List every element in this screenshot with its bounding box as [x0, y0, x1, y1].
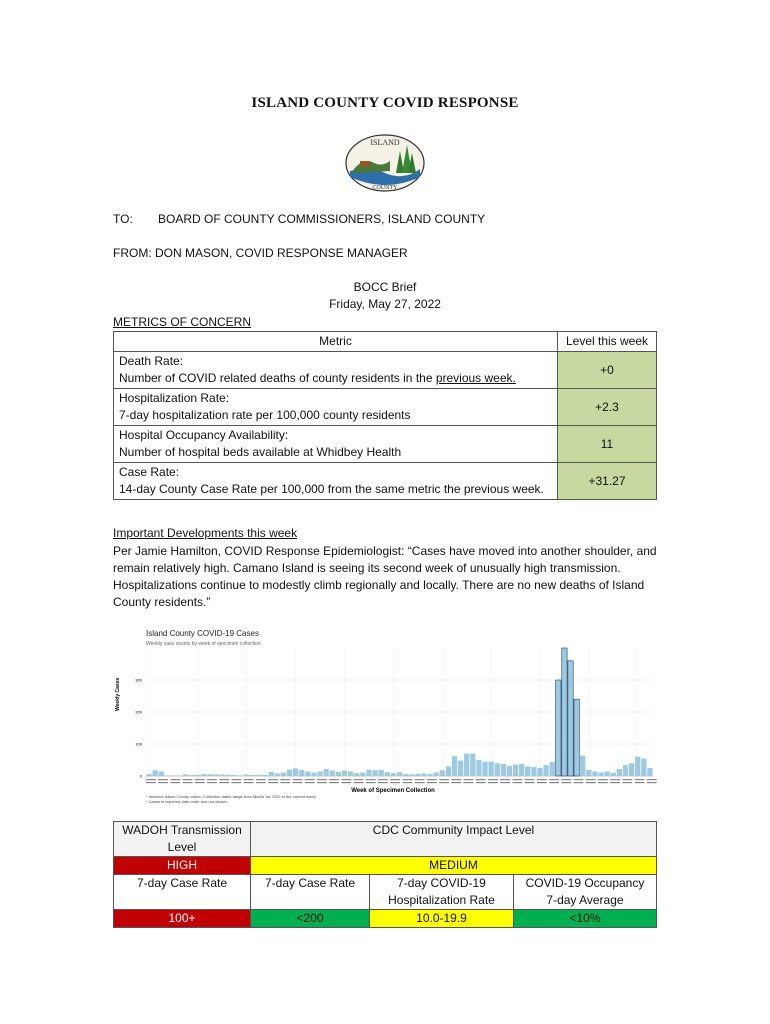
metric-description: 14-day County Case Rate per 100,000 from the same metric the previous week. [119, 482, 544, 496]
chart-bar [580, 756, 585, 776]
x-tick-label [219, 779, 229, 780]
x-tick-label [293, 782, 303, 783]
chart-bar [226, 775, 231, 776]
x-tick-label [293, 779, 303, 780]
metric-cell [114, 463, 558, 500]
x-tick-label [232, 782, 242, 783]
x-tick-label [439, 782, 449, 783]
impact-metric-row [114, 875, 657, 910]
chart-bar [379, 770, 384, 776]
chart-bar [214, 774, 219, 776]
chart-bar [629, 763, 634, 776]
table-row [114, 463, 657, 500]
chart-footnote-1: * Includes Island County cases. Collection dates range from March 1st 2020 to the current week. [146, 794, 317, 799]
table-row [114, 426, 657, 463]
chart-bar [482, 762, 487, 776]
chart-bar [433, 772, 438, 776]
y-tick-label: 200 [135, 709, 142, 715]
chart-bar [262, 775, 267, 776]
x-tick-label [390, 779, 400, 780]
x-tick-label [561, 782, 571, 783]
x-tick-label [403, 782, 413, 783]
chart-bar [415, 774, 420, 776]
chart-bar [464, 754, 469, 776]
metrics-heading: METRICS OF CONCERN [113, 315, 251, 329]
logo-top-text: ISLAND [370, 138, 400, 147]
developments-heading: Important Developments this week [113, 526, 298, 540]
chart-bar [275, 773, 280, 776]
x-tick-label [183, 782, 193, 783]
y-tick-label: 0 [139, 773, 142, 779]
level-value: +31.27 [558, 463, 657, 500]
x-tick-label [378, 782, 388, 783]
x-tick-label [525, 782, 535, 783]
x-tick-label [256, 779, 266, 780]
cdc-level: MEDIUM [251, 857, 657, 875]
x-tick-label [476, 782, 486, 783]
chart-xlabel: Week of Specimen Collection [351, 788, 435, 794]
x-tick-label [610, 779, 620, 780]
chart-bar [317, 772, 322, 776]
x-tick-label [305, 782, 315, 783]
wadoh-value: 100+ [114, 910, 251, 928]
x-tick-label [354, 779, 364, 780]
x-tick-label [598, 782, 608, 783]
x-tick-label [366, 782, 376, 783]
chart-bar [525, 766, 530, 776]
chart-bar [495, 763, 500, 776]
x-tick-label [366, 779, 376, 780]
x-tick-label [280, 779, 290, 780]
x-tick-label [574, 782, 584, 783]
metric-name: Hospital Occupancy Availability: [119, 428, 289, 442]
chart-bar [568, 661, 573, 776]
chart-bar [305, 772, 310, 776]
chart-bar [324, 769, 329, 776]
chart-bar [385, 772, 390, 776]
x-tick-label [207, 782, 217, 783]
x-tick-label [427, 779, 437, 780]
x-tick-label [525, 779, 535, 780]
y-tick-label: 300 [135, 677, 142, 683]
chart-bar [488, 762, 493, 776]
chart-bar [311, 772, 316, 776]
chart-bar [348, 772, 353, 776]
brief-title: BOCC Brief [353, 280, 417, 294]
island-county-logo [344, 133, 426, 193]
chart-bar [592, 772, 597, 776]
level-value: 11 [558, 426, 657, 463]
impact-header-row [114, 822, 657, 857]
impact-value-row [114, 910, 657, 928]
chart-bar [330, 771, 335, 776]
metric-description: 7-day hospitalization rate per 100,000 county residents [119, 408, 411, 422]
x-tick-label [574, 779, 584, 780]
developments-body: Per Jamie Hamilton, COVID Response Epidemiologist: “Cases have moved into another shoulder, and remain relatively high. Camano Island is seeing its second week of unusually high transmission. Hospitalizations continue to modestly climb regionally and locally. There are no new deaths of Island County residents.” [113, 544, 657, 609]
chart-bar [336, 772, 341, 776]
x-tick-label [598, 779, 608, 780]
metric-description: Number of hospital beds available at Whidbey Health [119, 445, 402, 459]
chart-bar [513, 764, 518, 776]
chart-bar [617, 769, 622, 776]
chart-bar [293, 768, 298, 776]
chart-bar [232, 775, 237, 776]
x-tick-label [256, 782, 266, 783]
chart-bar [562, 648, 567, 776]
x-tick-label [317, 779, 327, 780]
x-tick-label [232, 779, 242, 780]
chart-bar [470, 754, 475, 776]
impact-level-row [114, 857, 657, 875]
chart-bar [207, 774, 212, 776]
level-value: +2.3 [558, 389, 657, 426]
x-tick-label [341, 782, 351, 783]
chart-bar [165, 775, 170, 776]
metric-description: Number of COVID related deaths of county residents in the previous week. [119, 371, 516, 385]
chart-bar [427, 774, 432, 776]
wadoh-level: HIGH [114, 857, 251, 875]
chart-bar [281, 772, 286, 776]
chart-bar [366, 770, 371, 776]
x-tick-label [244, 779, 254, 780]
chart-bar [550, 762, 555, 776]
x-tick-label [537, 782, 547, 783]
chart-bar [146, 774, 151, 776]
chart-bar [409, 774, 414, 776]
x-tick-label [268, 782, 278, 783]
chart-footnote-2: * Cases in reported date order and not shown [146, 799, 227, 804]
chart-bar [342, 771, 347, 776]
x-tick-label [219, 782, 229, 783]
x-tick-label [158, 782, 168, 783]
x-tick-label [451, 782, 461, 783]
x-tick-label [305, 779, 315, 780]
chart-bar [421, 773, 426, 776]
x-tick-label [622, 782, 632, 783]
x-tick-label [317, 782, 327, 783]
table-row [114, 352, 657, 389]
chart-bar [440, 770, 445, 776]
x-tick-label [537, 779, 547, 780]
chart-bar [446, 766, 451, 776]
x-tick-label [635, 782, 645, 783]
chart-bar [360, 772, 365, 776]
x-tick-label [622, 779, 632, 780]
cdc-header: CDC Community Impact Level [251, 822, 657, 857]
x-tick-label [195, 782, 205, 783]
brief-date: Friday, May 27, 2022 [329, 297, 441, 311]
x-tick-label [170, 779, 180, 780]
chart-bar [287, 770, 292, 776]
x-tick-label [329, 782, 339, 783]
y-tick-label: 100 [135, 741, 142, 747]
cdc-case-value: <200 [251, 910, 370, 928]
x-tick-label [464, 779, 474, 780]
cdc-occupancy-metric: COVID-19 Occupancy 7-day Average [514, 875, 657, 910]
chart-bar [269, 772, 274, 776]
chart-bar [647, 768, 652, 776]
chart-bar [244, 774, 249, 776]
chart-bar [507, 766, 512, 776]
chart-bar [299, 770, 304, 776]
x-tick-label [439, 779, 449, 780]
metric-column-header: Metric [114, 332, 558, 352]
wadoh-metric: 7-day Case Rate [114, 875, 251, 910]
chart-bar [372, 770, 377, 776]
chart-bar [391, 773, 396, 776]
chart-bar [556, 680, 561, 776]
cdc-occupancy-value: <10% [514, 910, 657, 928]
metric-cell [114, 426, 558, 463]
x-tick-label [244, 782, 254, 783]
metric-name: Case Rate: [119, 465, 180, 479]
chart-bar [598, 772, 603, 776]
cdc-hosp-value: 10.0-19.9 [370, 910, 514, 928]
x-tick-label [354, 782, 364, 783]
x-tick-label [513, 782, 523, 783]
x-tick-label [647, 779, 657, 780]
x-tick-label [500, 779, 510, 780]
chart-bar [519, 764, 524, 776]
metric-name: Death Rate: [119, 354, 184, 368]
cases-chart [113, 626, 658, 806]
chart-bar [611, 773, 616, 776]
metric-cell [114, 352, 558, 389]
chart-bar [195, 775, 200, 776]
to-value: BOARD OF COUNTY COMMISSIONERS, ISLAND COUNTY [158, 212, 486, 226]
chart-bar [501, 764, 506, 776]
x-tick-label [513, 779, 523, 780]
x-tick-label [635, 779, 645, 780]
metric-cell [114, 389, 558, 426]
x-tick-label [207, 779, 217, 780]
chart-bar [403, 774, 408, 776]
x-tick-label [378, 779, 388, 780]
x-tick-label [415, 779, 425, 780]
chart-bar [238, 775, 243, 776]
x-tick-label [170, 782, 180, 783]
level-value: +0 [558, 352, 657, 389]
chart-bar [201, 774, 206, 776]
chart-bar [159, 772, 164, 776]
metrics-table [113, 331, 657, 500]
chart-bar [250, 775, 255, 776]
x-tick-label [280, 782, 290, 783]
x-tick-label [427, 782, 437, 783]
x-tick-label [341, 779, 351, 780]
x-tick-label [549, 782, 559, 783]
x-tick-label [647, 782, 657, 783]
page-title: ISLAND COUNTY COVID RESPONSE [251, 95, 519, 111]
chart-title: Island County COVID-19 Cases [146, 629, 259, 638]
wadoh-header: WADOH Transmission Level [114, 822, 251, 857]
chart-bar [537, 768, 542, 776]
x-tick-label [146, 779, 156, 780]
chart-bar [623, 765, 628, 776]
to-label: TO: [113, 212, 133, 226]
table-row [114, 389, 657, 426]
chart-bar [605, 772, 610, 776]
impact-table [113, 821, 657, 928]
x-tick-label [329, 779, 339, 780]
chart-bar [177, 775, 182, 776]
chart-bar [458, 761, 463, 776]
x-tick-label [415, 782, 425, 783]
chart-bar [543, 765, 548, 776]
x-tick-label [488, 779, 498, 780]
chart-bar [574, 699, 579, 776]
chart-bar [641, 758, 646, 776]
chart-bar [256, 775, 261, 776]
x-tick-label [451, 779, 461, 780]
chart-ylabel: Weekly Cases [115, 677, 121, 711]
metric-name: Hospitalization Rate: [119, 391, 230, 405]
logo-bottom-text: COUNTY [372, 185, 398, 191]
x-tick-label [488, 782, 498, 783]
chart-bar [397, 772, 402, 776]
cdc-case-metric: 7-day Case Rate [251, 875, 370, 910]
cdc-hosp-metric: 7-day COVID-19 Hospitalization Rate [370, 875, 514, 910]
x-tick-label [403, 779, 413, 780]
x-tick-label [476, 779, 486, 780]
x-tick-label [586, 782, 596, 783]
chart-bar [189, 775, 194, 776]
chart-bar [354, 773, 359, 776]
x-tick-label [268, 779, 278, 780]
x-tick-label [158, 779, 168, 780]
x-tick-label [183, 779, 193, 780]
chart-subtitle: Weekly case counts by week of specimen collection [146, 641, 261, 647]
x-tick-label [586, 779, 596, 780]
x-tick-label [500, 782, 510, 783]
chart-bar [452, 756, 457, 776]
chart-bar [476, 760, 481, 776]
x-tick-label [561, 779, 571, 780]
x-tick-label [195, 779, 205, 780]
x-tick-label [464, 782, 474, 783]
chart-bar [153, 770, 158, 776]
chart-bar [183, 774, 188, 776]
x-tick-label [610, 782, 620, 783]
x-tick-label [390, 782, 400, 783]
x-tick-label [549, 779, 559, 780]
chart-bar [635, 757, 640, 776]
chart-bar [531, 767, 536, 776]
level-column-header: Level this week [558, 332, 657, 352]
chart-bar [586, 770, 591, 776]
chart-bar [220, 774, 225, 776]
metrics-header-row [114, 332, 657, 352]
from-line: FROM: DON MASON, COVID RESPONSE MANAGER [113, 246, 408, 260]
x-tick-label [146, 782, 156, 783]
